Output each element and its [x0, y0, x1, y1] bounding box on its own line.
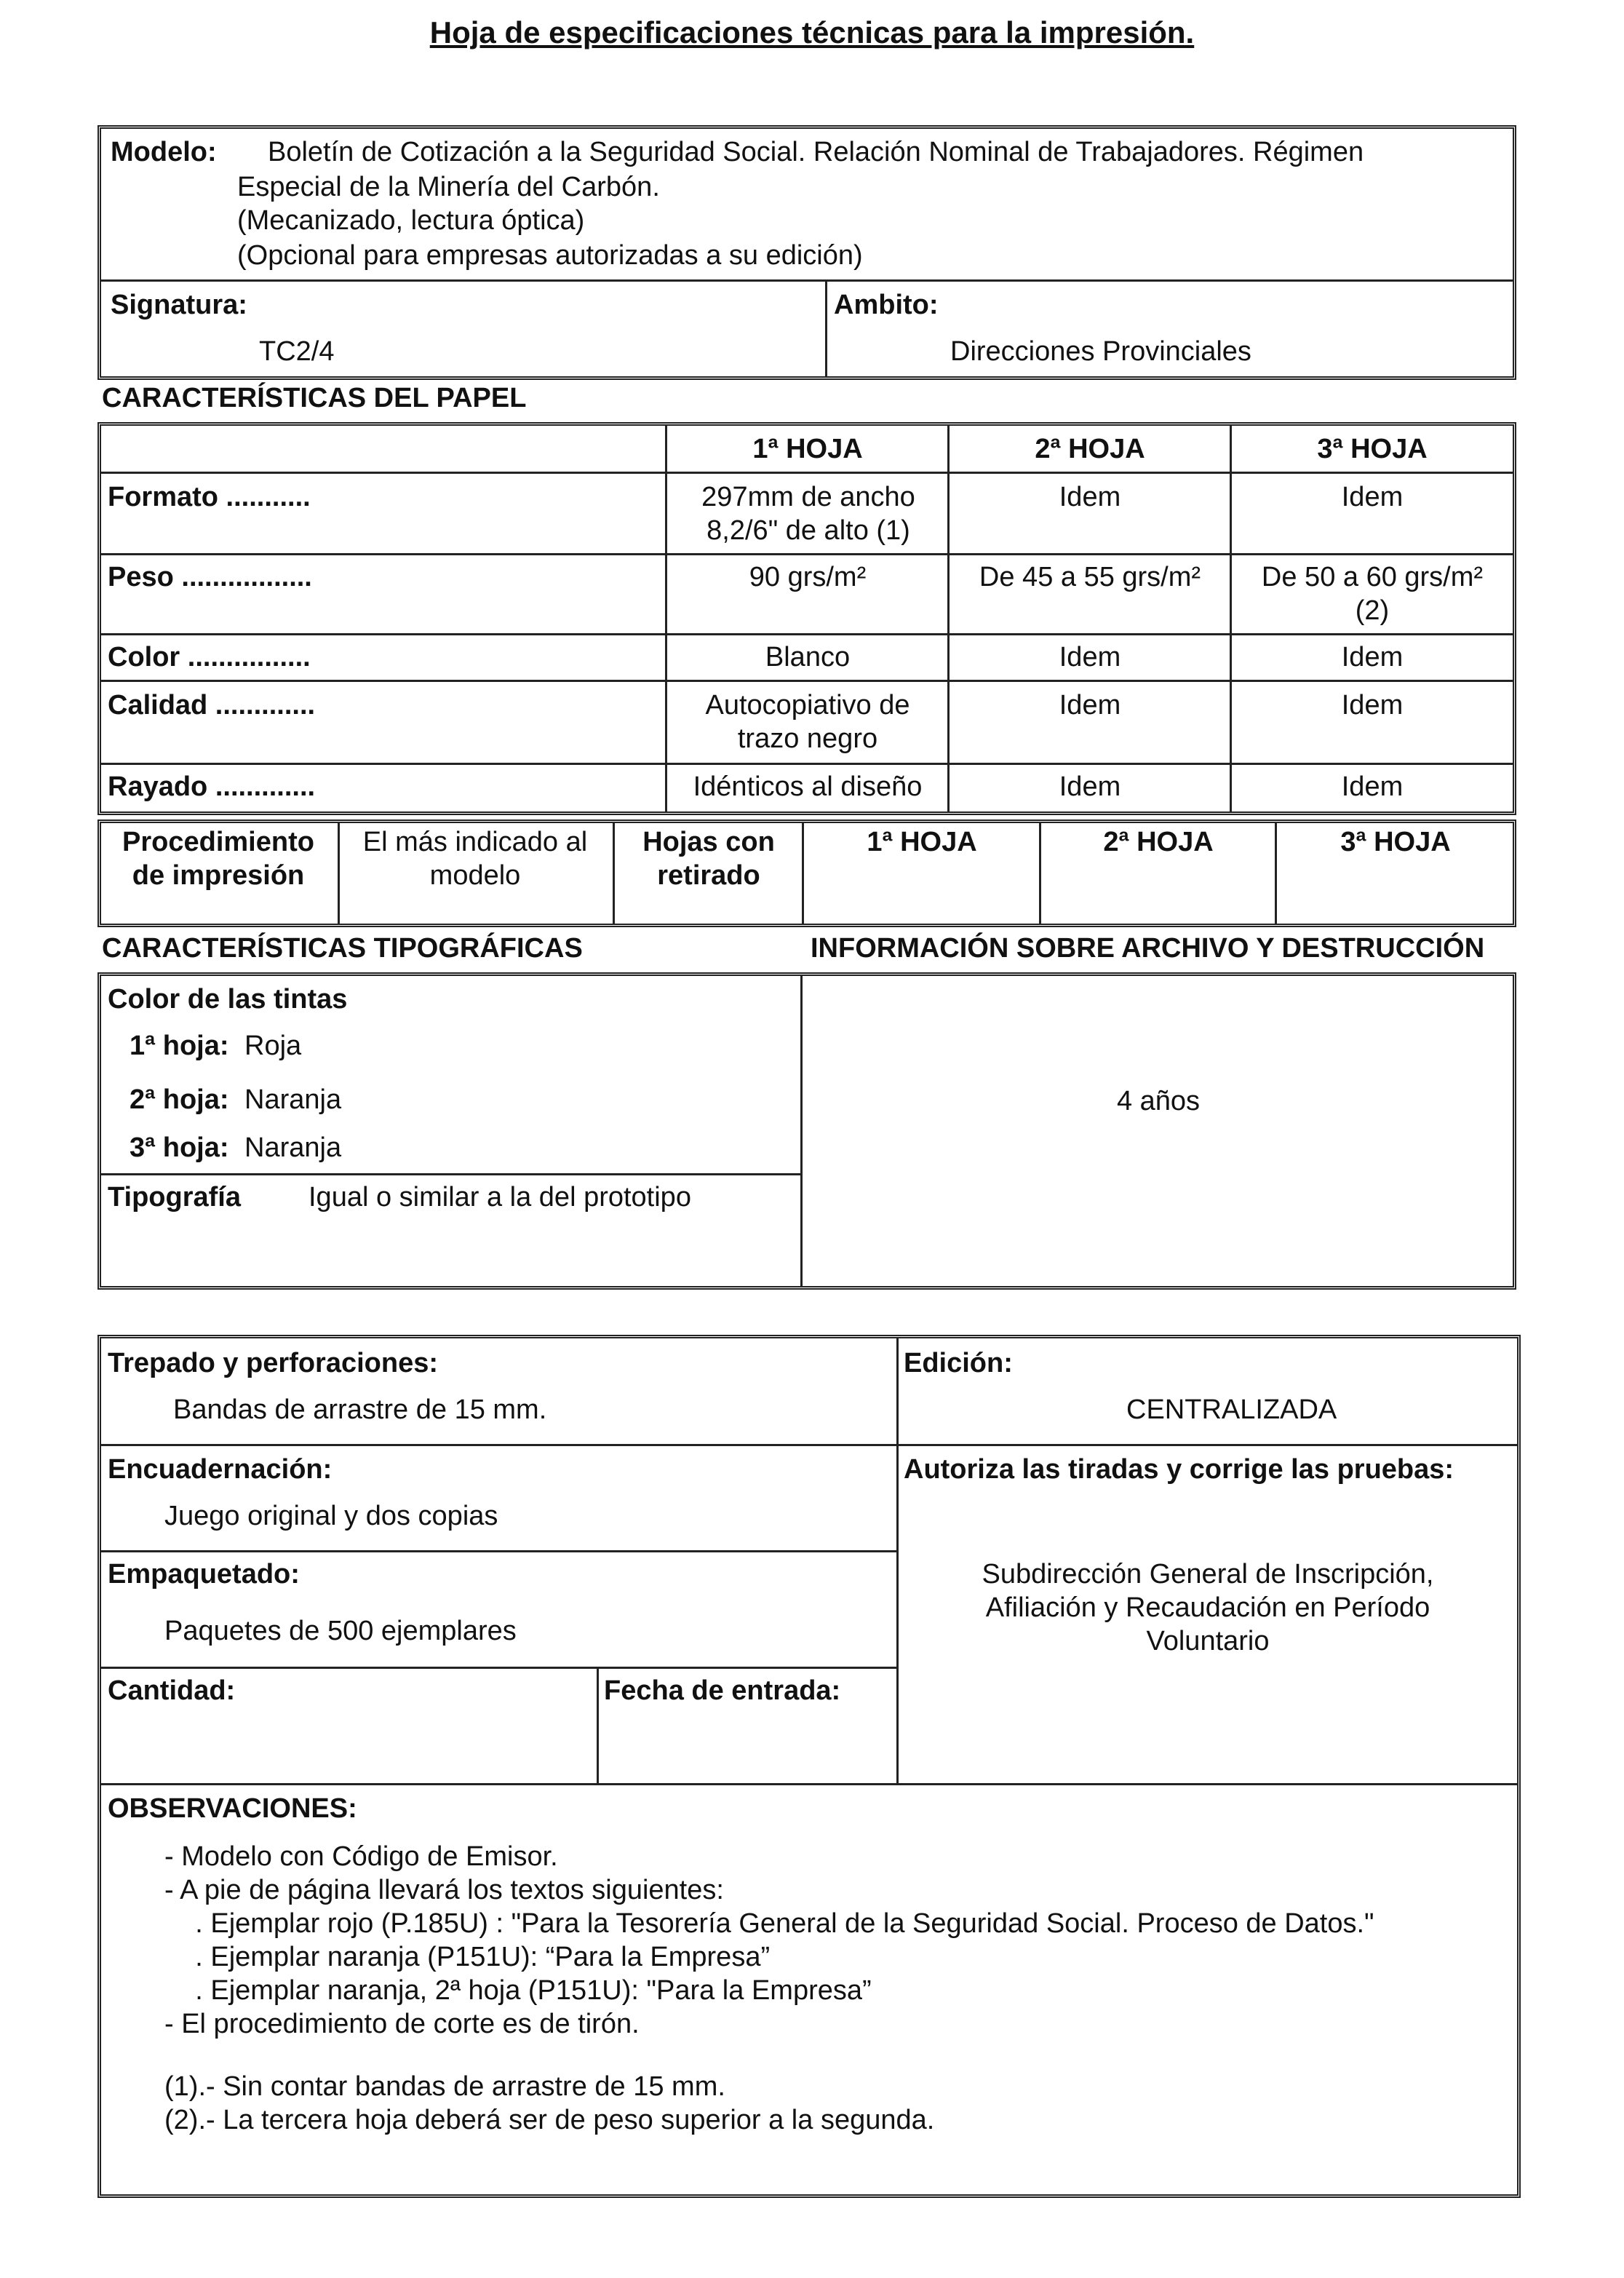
papel-cell: Idem — [1341, 771, 1404, 802]
divider — [100, 680, 1513, 682]
papel-row-label: Rayado ............. — [108, 771, 316, 802]
observaciones-label: OBSERVACIONES: — [108, 1793, 357, 1824]
divider — [100, 633, 1513, 635]
edicion-value: CENTRALIZADA — [1126, 1394, 1337, 1425]
modelo-label: Modelo: — [111, 137, 217, 167]
papel-cell: Idem — [1341, 690, 1404, 721]
divider — [100, 1173, 800, 1175]
encuadernacion-value: Juego original y dos copias — [164, 1501, 498, 1531]
tipografia-value: Igual o similar a la del prototipo — [309, 1182, 691, 1213]
divider — [1230, 425, 1232, 812]
divider — [100, 1550, 896, 1552]
divider — [1039, 822, 1041, 924]
modelo-line-4: (Opcional para empresas autorizadas a su edición) — [237, 240, 863, 271]
papel-cell: Idem — [1341, 482, 1404, 512]
papel-cell: Idem — [1059, 771, 1121, 802]
observaciones-note: (1).- Sin contar bandas de arrastre de 15 mm. — [164, 2071, 725, 2102]
papel-cell: Idem — [1341, 642, 1404, 672]
observaciones-line: - A pie de página llevará los textos siguientes: — [164, 1875, 724, 1905]
procedimiento-col-header: 1ª HOJA — [867, 827, 977, 857]
procedimiento-col-header: 3ª HOJA — [1340, 827, 1451, 857]
page-title: Hoja de especificaciones técnicas para la impresión. — [429, 15, 1195, 49]
modelo-line-1: Boletín de Cotización a la Seguridad Social. Relación Nominal de Trabajadores. Régimen — [268, 137, 1364, 167]
archivo-value: 4 años — [1116, 1086, 1201, 1116]
papel-cell: 297mm de ancho 8,2/6" de alto (1) — [701, 482, 915, 546]
hojas-retirado-label: Hojas con retirado — [642, 827, 775, 891]
cantidad-label: Cantidad: — [108, 1675, 236, 1706]
divider — [825, 279, 827, 377]
archivo-heading: INFORMACIÓN SOBRE ARCHIVO Y DESTRUCCIÓN — [811, 933, 1485, 964]
fecha-entrada-label: Fecha de entrada: — [604, 1675, 841, 1706]
papel-col-header: 2ª HOJA — [1035, 434, 1145, 464]
modelo-line-3: (Mecanizado, lectura óptica) — [237, 205, 585, 236]
observaciones-line: . Ejemplar rojo (P.185U) : "Para la Tesorería General de la Seguridad Social. Proceso de Datos." — [164, 1908, 1374, 1939]
divider — [100, 1444, 896, 1446]
divider — [896, 1338, 899, 1783]
divider — [597, 1667, 599, 1783]
autoriza-line-1: Subdirección General de Inscripción, — [982, 1559, 1434, 1590]
tipograficas-heading: CARACTERÍSTICAS TIPOGRÁFICAS — [102, 933, 583, 964]
trepado-label: Trepado y perforaciones: — [108, 1348, 439, 1378]
encuadernacion-label: Encuadernación: — [108, 1454, 333, 1485]
papel-cell: Idénticos al diseño — [693, 771, 923, 802]
hoja-label: 3ª hoja: — [130, 1132, 229, 1163]
ambito-value: Direcciones Provinciales — [950, 336, 1251, 367]
papel-col-header: 3ª HOJA — [1317, 434, 1428, 464]
procedimiento-label: Procedimiento de impresión — [122, 827, 314, 891]
modelo-line-2: Especial de la Minería del Carbón. — [237, 172, 660, 202]
papel-cell: 90 grs/m² — [749, 562, 867, 592]
trepado-value: Bandas de arrastre de 15 mm. — [173, 1394, 547, 1425]
divider — [100, 1667, 896, 1669]
observaciones-line: - El procedimiento de corte es de tirón. — [164, 2009, 640, 2039]
papel-col-header: 1ª HOJA — [752, 434, 863, 464]
papel-row-label: Formato ........... — [108, 482, 311, 512]
procedimiento-col-header: 2ª HOJA — [1103, 827, 1214, 857]
divider — [100, 472, 1513, 474]
hoja-label: 2ª hoja: — [130, 1084, 229, 1115]
divider — [665, 425, 667, 812]
divider — [100, 1783, 1518, 1785]
tipografia-label: Tipografía — [108, 1182, 241, 1213]
ambito-label: Ambito: — [834, 290, 939, 320]
papel-heading: CARACTERÍSTICAS DEL PAPEL — [102, 383, 527, 413]
divider — [338, 822, 340, 924]
signatura-value: TC2/4 — [259, 336, 335, 367]
papel-cell: Autocopiativo de trazo negro — [705, 690, 910, 754]
empaquetado-value: Paquetes de 500 ejemplares — [164, 1616, 517, 1646]
autoriza-label: Autoriza las tiradas y corrige las pruebas: — [904, 1454, 1454, 1485]
hoja-color: Roja — [244, 1031, 302, 1061]
papel-cell: De 50 a 60 grs/m² (2) — [1261, 562, 1484, 626]
divider — [1275, 822, 1277, 924]
papel-row-label: Color ................ — [108, 642, 311, 672]
divider — [613, 822, 615, 924]
signatura-label: Signatura: — [111, 290, 247, 320]
autoriza-line-2: Afiliación y Recaudación en Período — [985, 1592, 1430, 1623]
divider — [802, 822, 804, 924]
divider — [947, 425, 950, 812]
papel-cell: Idem — [1059, 690, 1121, 721]
papel-cell: Idem — [1059, 642, 1121, 672]
observaciones-line: - Modelo con Código de Emisor. — [164, 1841, 558, 1872]
hoja-label: 1ª hoja: — [130, 1031, 229, 1061]
hoja-color: Naranja — [244, 1132, 342, 1163]
papel-cell: Blanco — [765, 642, 851, 672]
papel-row-label: Peso ................. — [108, 562, 312, 592]
hoja-color: Naranja — [244, 1084, 342, 1115]
papel-cell: De 45 a 55 grs/m² — [979, 562, 1201, 592]
divider — [100, 553, 1513, 555]
divider — [896, 1444, 1518, 1446]
autoriza-line-3: Voluntario — [1146, 1626, 1270, 1656]
divider — [100, 763, 1513, 765]
divider — [800, 975, 803, 1287]
edicion-label: Edición: — [904, 1348, 1013, 1378]
procedimiento-value: El más indicado al modelo — [362, 827, 588, 891]
tintas-label: Color de las tintas — [108, 984, 348, 1015]
papel-row-label: Calidad ............. — [108, 690, 316, 721]
divider — [100, 279, 1513, 282]
observaciones-note: (2).- La tercera hoja deberá ser de peso superior a la segunda. — [164, 2105, 935, 2135]
observaciones-line: . Ejemplar naranja, 2ª hoja (P151U): "Para la Empresa” — [164, 1975, 872, 2006]
papel-cell: Idem — [1059, 482, 1121, 512]
empaquetado-label: Empaquetado: — [108, 1559, 300, 1590]
observaciones-line: . Ejemplar naranja (P151U): “Para la Empresa” — [164, 1942, 771, 1972]
